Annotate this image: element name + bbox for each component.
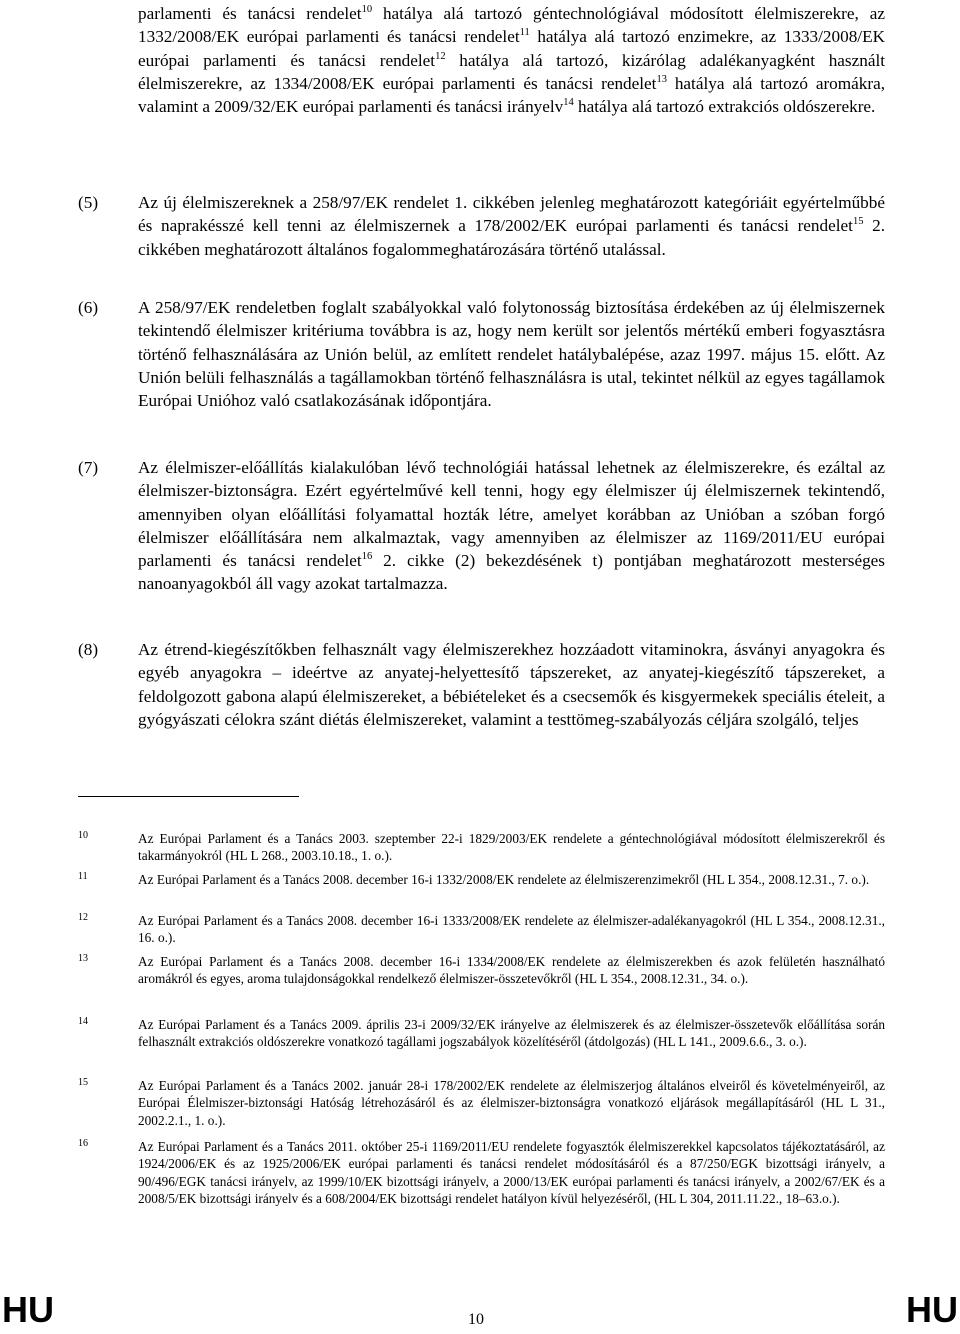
recital-text-part: 2. cikkében meghatározott általános fogalommeghatározására történő utalással. [138, 216, 886, 259]
footnote-number: 10 [78, 830, 88, 841]
recital-text-part: A 258/97/EK rendeletben foglalt szabályokkal való folytonosság biztosítása érdekében az új élelmiszernek tekintendő élelmiszer kritériuma továbbra is az, hogy nem került sor jelentős mértékű emberi fogyasztásra történő felhasználására az Unión belül, az említett rendelet hatálybalépése, azaz 1997. május 15. előtt. Az Unión belüli felhasználás a tagállamokban történő felhasználásra is utal, tekintet nélkül az egyes tagállamok Európai Unióhoz való csatlakozásának időpontjára. [138, 298, 885, 411]
footnote-ref[interactable]: 10 [361, 4, 373, 15]
footnote-ref[interactable]: 14 [563, 97, 574, 109]
recital-text [138, 638, 885, 731]
intro-text: hatálya alá tartozó enzimekre, az 1333/2008/EK európai parlamenti és tanácsi rendelet [138, 27, 885, 70]
recital-text-part: 2. cikke (2) bekezdésének t) pontjában meghatározott mesterséges nanoanyagokból áll vagy azokat tartalmazza. [138, 551, 885, 594]
intro-text: hatálya alá tartozó aromákra, valamint a 2009/32/EK európai parlamenti és tanácsi irányelv [138, 73, 886, 117]
footnote-text: Az Európai Parlament és a Tanács 2009. április 23-i 2009/32/EK irányelve az élelmiszerek és az élelmiszer-összetevők előállítása során felhasznált extrakciós oldószerekre vonatkozó tagállami jogszabályok közelítéséről (átdolgozás) (HL L 141., 2009.6.6., 3. o.). [138, 1017, 885, 1050]
footnote-ref[interactable]: 12 [435, 50, 446, 62]
footnote-text: Az Európai Parlament és a Tanács 2008. december 16-i 1334/2008/EK rendelete az élelmiszerekben és azok felületén használható aromákról és egyes, aroma tulajdonságokkal rendelkező élelmiszer-összetevőkről (HL L 354., 2008.12.31., 34. o.). [138, 954, 885, 987]
footnote-ref[interactable]: 15 [852, 216, 864, 228]
footnote-number: 11 [78, 871, 88, 882]
footnote-number: 14 [78, 1016, 88, 1027]
footnote-text: Az Európai Parlament és a Tanács 2002. január 28-i 178/2002/EK rendelete az élelmiszerjog általános elveiről és követelményeiről, az Európai Élelmiszer-biztonsági Hatóság létrehozásáról és az élelmiszer-biztonságra vonatkozó eljárások megállapításáról (HL L 31., 2002.2.1., 1. o.). [138, 1078, 885, 1128]
recital-number: (5) [78, 193, 99, 212]
footnote-number: 12 [78, 912, 88, 923]
recital-number: (8) [78, 640, 99, 659]
language-code-right: HU [906, 1289, 958, 1330]
recital-number: (7) [78, 458, 99, 477]
recital-text [138, 296, 885, 412]
recital-text-part: Az új élelmiszereknek a 258/97/EK rendelet 1. cikkében jelenleg meghatározott kategóriáit egyértelműbbé és naprakésszé kell tenni az élelmiszernek a 178/2002/EK európai parlamenti és tanácsi rendelet [138, 193, 885, 236]
footnote-ref[interactable]: 11 [519, 27, 530, 39]
footnote-number: 13 [78, 953, 88, 964]
footnote-text: Az Európai Parlament és a Tanács 2008. december 16-i 1332/2008/EK rendelete az élelmiszerenzimekről (HL L 354., 2008.12.31., 7. o.). [138, 872, 870, 887]
recital-text-part: Az élelmiszer-előállítás kialakulóban lévő technológiái hatással lehetnek az élelmiszerekre, és ezáltal az élelmiszer-biztonságra. Ezért egyértelművé kell tenni, hogy egy élelmiszer új élelmiszernek tekintendő, amennyiben olyan előállítási folyamattal hozták létre, amelyet korábban az Unióban a szóban forgó élelmiszer előállítására nem alkalmaztak, vagy amennyiben az élelmiszer az 1169/2011/EU európai parlamenti és tanácsi rendelet [138, 458, 885, 571]
language-code-left: HU [2, 1289, 54, 1330]
footnote-number: 15 [78, 1077, 88, 1088]
footnote-ref[interactable]: 13 [656, 73, 667, 85]
recital-text [138, 191, 885, 261]
footnote-number: 16 [78, 1138, 88, 1149]
intro-text: parlamenti és tanácsi rendelet [138, 4, 362, 23]
intro-text: hatálya alá tartozó extrakciós oldószerekre. [573, 97, 876, 117]
footnote-separator [78, 796, 299, 797]
recital-text [138, 456, 885, 596]
footnote-ref[interactable]: 16 [361, 551, 373, 563]
intro-text: hatálya alá tartozó géntechnológiával módosított élelmiszerekre, az 1332/2008/EK európai parlamenti és tanácsi rendelet [138, 4, 885, 47]
intro-text: hatálya alá tartozó, kizárólag adalékanyagként használt élelmiszerekre, az 1334/2008/EK európai parlamenti és tanácsi rendelet [138, 50, 886, 93]
intro-paragraph [138, 2, 885, 118]
footnote-text: Az Európai Parlament és a Tanács 2008. december 16-i 1333/2008/EK rendelete az élelmiszer-adalékanyagokról (HL L 354., 2008.12.31., 16. o.). [138, 913, 885, 946]
footnote-text: Az Európai Parlament és a Tanács 2011. október 25-i 1169/2011/EU rendelete fogyasztók élelmiszerekkel kapcsolatos tájékoztatásáról, az 1924/2006/EK és az 1925/2006/EK európai parlamenti és tanácsi rendelet módosításáról és a 87/250/EGK bizottsági irányelv, a 90/496/EGK tanácsi irányelv, az 1999/10/EK bizottsági irányelv, a 2000/13/EK európai parlamenti és tanácsi irányelv, a 2002/67/EK és a 2008/5/EK bizottsági irányelv és a 608/2004/EK bizottsági rendelet hatályon kívül helyezéséről, (HL L 304, 2011.11.22., 18–63.o.). [138, 1139, 885, 1207]
recital-number: (6) [78, 298, 99, 317]
footnote-text: Az Európai Parlament és a Tanács 2003. szeptember 22-i 1829/2003/EK rendelete a géntechnológiával módosított élelmiszerekről és takarmányokról (HL L 268., 2003.10.18., 1. o.). [138, 831, 885, 864]
recital-text-part: Az étrend-kiegészítőkben felhasznált vagy élelmiszerekhez hozzáadott vitaminokra, ásványi anyagokra és egyéb anyagokra – ideértve az anyatej-helyettesítő tápszereket, az anyatej-kiegészítő tápszereket, a feldolgozott gabona alapú élelmiszereket, a bébiételeket és a csecsemők és kisgyermekek speciális ételeit, a gyógyászati célokra szánt diétás élelmiszereket, valamint a testtömeg-szabályozás céljára szolgáló, teljes [138, 640, 885, 729]
page-number: 10 [468, 1311, 484, 1328]
